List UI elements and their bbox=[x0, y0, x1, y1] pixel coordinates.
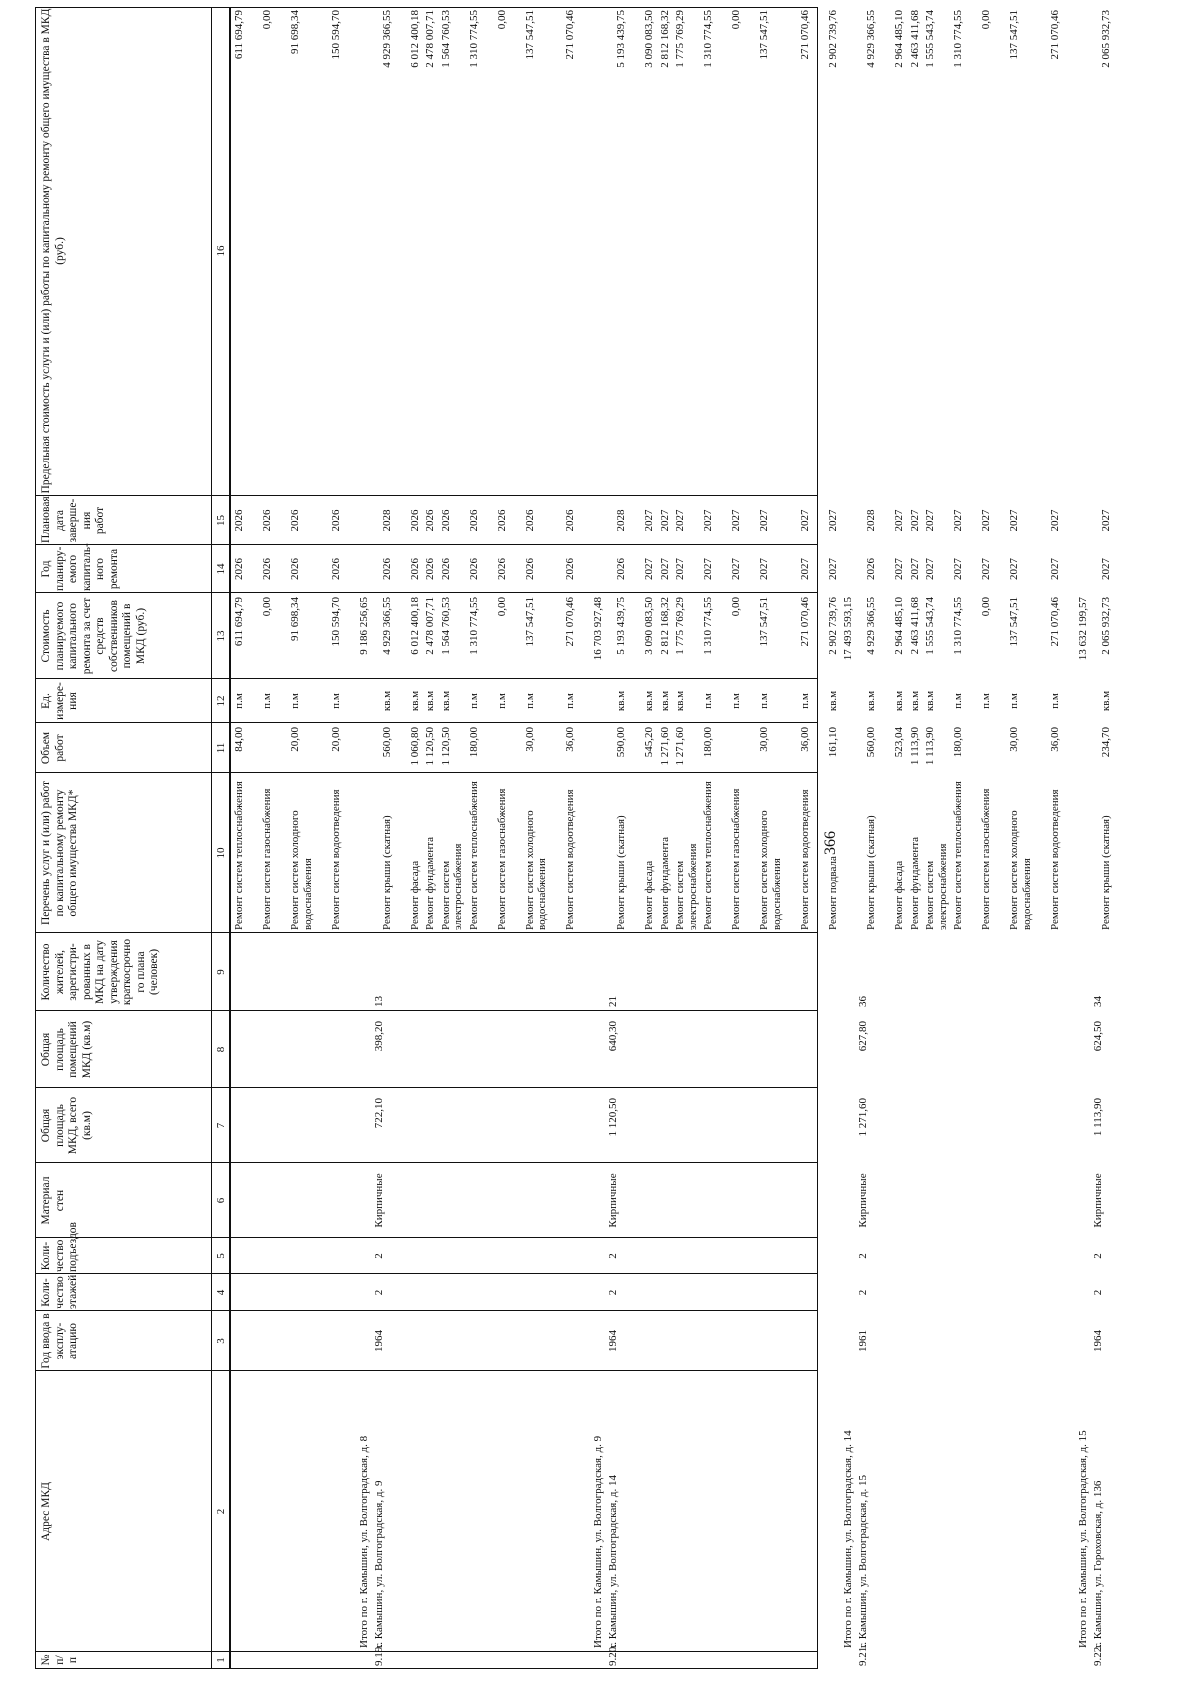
end-year: 2026 bbox=[564, 509, 576, 532]
entrances-count: 2 bbox=[372, 1253, 385, 1259]
work-volume: 36,00 bbox=[798, 727, 811, 752]
work-cost: 1 310 774,55 bbox=[467, 597, 480, 655]
work-item: Ремонт систем электроснабжения bbox=[674, 843, 699, 930]
unit: кв.м bbox=[439, 690, 452, 712]
total-area: 1 271,60 bbox=[857, 1098, 869, 1137]
work-item: Ремонт систем газоснабжения bbox=[980, 788, 992, 930]
subtotal-label: Итого по г. Камышин, ул. Волгоградская, д. 9 bbox=[592, 1435, 604, 1648]
work-volume: 1 060,80 bbox=[408, 727, 421, 766]
plan-year: 2026 bbox=[439, 558, 452, 580]
building-address: г. Камышин, ул. Волгоградская, д. 14 bbox=[607, 1475, 619, 1648]
unit: кв.м bbox=[893, 690, 905, 712]
column-number-15: 15 bbox=[215, 515, 227, 526]
capital-repair-table bbox=[35, 7, 1112, 1669]
work-cost: 91 698,34 bbox=[289, 597, 301, 641]
column-number-6: 6 bbox=[215, 1197, 227, 1204]
column-divider bbox=[36, 1237, 817, 1238]
work-cost: 2 964 485,10 bbox=[893, 597, 905, 655]
column-number-4: 4 bbox=[215, 1289, 227, 1296]
column-number-14: 14 bbox=[215, 563, 227, 575]
end-year: 2027 bbox=[826, 509, 839, 532]
unit: п.м bbox=[798, 693, 811, 709]
subtotal-cost: 9 186 256,65 bbox=[357, 597, 370, 655]
work-volume: 590,00 bbox=[615, 727, 627, 758]
work-item: Ремонт систем водоотведения bbox=[329, 789, 342, 930]
column-number-5: 5 bbox=[215, 1253, 227, 1259]
end-year: 2027 bbox=[798, 509, 811, 532]
work-cost: 1 310 774,55 bbox=[952, 597, 964, 655]
plan-year: 2027 bbox=[952, 558, 964, 580]
limit-cost: 2 902 739,76 bbox=[826, 10, 839, 68]
unit: кв.м bbox=[615, 690, 627, 712]
limit-cost: 1 310 774,55 bbox=[467, 10, 480, 68]
work-volume: 1 120,50 bbox=[439, 727, 452, 766]
plan-year: 2027 bbox=[798, 558, 811, 580]
unit: п.м bbox=[233, 693, 245, 709]
unit: п.м bbox=[329, 693, 342, 709]
end-year: 2026 bbox=[261, 509, 273, 532]
limit-cost: 271 070,46 bbox=[798, 10, 811, 60]
header-residents: Количество жителей, зарегистри-рованных в МКД на дату утверждения краткосрочно го плана (человек) bbox=[40, 938, 160, 1006]
unit: кв.м bbox=[865, 690, 877, 712]
building-address: г. Камышин, ул. Волгоградская, д. 9 bbox=[372, 1480, 385, 1648]
work-volume: 180,00 bbox=[702, 727, 714, 758]
header-works: Перечень услуг и (или) работ по капитальному ремонту общего имущества МКД* bbox=[40, 781, 79, 926]
column-number-10: 10 bbox=[215, 847, 227, 859]
end-year: 2027 bbox=[980, 509, 992, 532]
work-cost: 4 929 366,55 bbox=[865, 597, 877, 655]
column-number-8: 8 bbox=[215, 1046, 227, 1053]
column-number-11: 11 bbox=[215, 742, 227, 754]
plan-year: 2026 bbox=[261, 558, 273, 580]
header-entrances: Коли-чество подъездов bbox=[40, 1222, 79, 1272]
wall-material: Кирпичные bbox=[857, 1173, 869, 1228]
header-divider bbox=[211, 8, 212, 1668]
work-item: Ремонт систем теплоснабжения bbox=[952, 781, 964, 930]
limit-cost: 3 090 083,50 bbox=[643, 10, 655, 68]
work-volume: 1 271,60 bbox=[674, 727, 686, 766]
end-year: 2026 bbox=[523, 509, 536, 532]
work-item: Ремонт фундамента bbox=[658, 836, 671, 930]
subtotal-label: Итого по г. Камышин, ул. Волгоградская, д. 15 bbox=[1076, 1430, 1089, 1648]
work-item: Ремонт систем электроснабжения bbox=[924, 843, 949, 930]
entrances-count: 2 bbox=[1091, 1253, 1104, 1259]
residents-count: 21 bbox=[607, 996, 619, 1007]
rooms-area: 627,80 bbox=[857, 1021, 869, 1052]
residents-count: 34 bbox=[1091, 996, 1104, 1007]
work-cost: 4 929 366,55 bbox=[380, 597, 393, 655]
work-cost: 1 564 760,53 bbox=[439, 597, 452, 655]
work-item: Ремонт фундамента bbox=[908, 836, 921, 930]
limit-cost: 137 547,51 bbox=[758, 10, 770, 60]
limit-cost: 271 070,46 bbox=[564, 10, 576, 60]
limit-cost: 137 547,51 bbox=[523, 10, 536, 60]
work-item: Ремонт систем холодного водоснабжения bbox=[758, 810, 783, 930]
floors-count: 2 bbox=[1091, 1289, 1104, 1296]
plan-year: 2027 bbox=[1008, 558, 1020, 580]
header-address: Адрес МКД bbox=[40, 1481, 52, 1542]
wall-material: Кирпичные bbox=[1091, 1173, 1104, 1228]
work-cost: 137 547,51 bbox=[758, 597, 770, 647]
work-cost: 2 463 411,68 bbox=[908, 597, 921, 655]
limit-cost: 0,00 bbox=[261, 10, 273, 30]
unit: кв.м bbox=[924, 690, 936, 712]
column-divider bbox=[36, 932, 817, 933]
limit-cost: 4 929 366,55 bbox=[380, 10, 393, 68]
header-wall-material: Материал стен bbox=[40, 1176, 66, 1225]
plan-year: 2027 bbox=[702, 558, 714, 580]
end-year: 2027 bbox=[893, 509, 905, 532]
unit: п.м bbox=[952, 693, 964, 709]
plan-year: 2026 bbox=[408, 558, 421, 580]
work-cost: 0,00 bbox=[495, 597, 508, 617]
limit-cost: 271 070,46 bbox=[1048, 10, 1061, 60]
work-volume: 20,00 bbox=[289, 727, 301, 752]
rooms-area: 624,50 bbox=[1091, 1021, 1104, 1052]
end-year: 2027 bbox=[1008, 509, 1020, 532]
row-number: 9.21. bbox=[857, 1644, 869, 1666]
row-number: 9.22. bbox=[1091, 1644, 1104, 1666]
end-year: 2027 bbox=[674, 509, 686, 532]
work-item: Ремонт систем холодного водоснабжения bbox=[289, 810, 314, 930]
work-item: Ремонт систем холодного водоснабжения bbox=[523, 810, 548, 930]
work-volume: 36,00 bbox=[1048, 727, 1061, 752]
unit: кв.м bbox=[643, 690, 655, 712]
work-cost: 5 193 439,75 bbox=[615, 597, 627, 655]
limit-cost: 1 564 760,53 bbox=[439, 10, 452, 68]
wall-material: Кирпичные bbox=[607, 1173, 619, 1228]
work-item: Ремонт систем теплоснабжения bbox=[467, 781, 480, 930]
work-volume: 234,70 bbox=[1099, 727, 1112, 758]
plan-year: 2026 bbox=[380, 558, 393, 580]
work-cost: 2 478 007,71 bbox=[424, 597, 436, 655]
end-year: 2026 bbox=[467, 509, 480, 532]
work-cost: 0,00 bbox=[261, 597, 273, 617]
limit-cost: 150 594,70 bbox=[329, 10, 342, 60]
plan-year: 2026 bbox=[467, 558, 480, 580]
work-volume: 545,20 bbox=[643, 727, 655, 758]
work-volume: 1 120,50 bbox=[424, 727, 436, 766]
unit: кв.м bbox=[908, 690, 921, 712]
unit: п.м bbox=[702, 693, 714, 709]
column-divider bbox=[36, 1010, 817, 1011]
residents-count: 13 bbox=[372, 996, 385, 1007]
plan-year: 2027 bbox=[658, 558, 671, 580]
floors-count: 2 bbox=[607, 1289, 619, 1296]
work-item: Ремонт крыши (скатная) bbox=[615, 815, 627, 930]
plan-year: 2026 bbox=[615, 558, 627, 580]
end-year: 2026 bbox=[233, 509, 245, 532]
work-cost: 1 555 543,74 bbox=[924, 597, 936, 655]
work-volume: 84,00 bbox=[233, 727, 245, 752]
total-area: 722,10 bbox=[372, 1098, 385, 1129]
limit-cost: 2 478 007,71 bbox=[424, 10, 436, 68]
column-number-9: 9 bbox=[215, 969, 227, 975]
plan-year: 2027 bbox=[1048, 558, 1061, 580]
unit: п.м bbox=[564, 693, 576, 709]
building-address: г. Камышин, ул. Волгоградская, д. 15 bbox=[857, 1475, 869, 1648]
header-built-year: Год ввода в эксплу-атацию bbox=[40, 1313, 79, 1369]
end-year: 2028 bbox=[615, 509, 627, 532]
work-cost: 0,00 bbox=[980, 597, 992, 617]
floors-count: 2 bbox=[372, 1289, 385, 1296]
unit: п.м bbox=[289, 693, 301, 709]
work-cost: 0,00 bbox=[730, 597, 742, 617]
work-cost: 611 694,79 bbox=[233, 597, 245, 647]
end-year: 2027 bbox=[643, 509, 655, 532]
header-unit: Ед. измере-ния bbox=[40, 682, 79, 720]
work-item: Ремонт фасада bbox=[408, 860, 421, 930]
end-year: 2027 bbox=[1099, 509, 1112, 532]
end-year: 2026 bbox=[439, 509, 452, 532]
work-cost: 1 310 774,55 bbox=[702, 597, 714, 655]
subtotal-cost: 16 703 927,48 bbox=[592, 597, 604, 661]
work-cost: 150 594,70 bbox=[329, 597, 342, 647]
rooms-area: 398,20 bbox=[372, 1021, 385, 1052]
plan-year: 2026 bbox=[424, 558, 436, 580]
limit-cost: 1 555 543,74 bbox=[924, 10, 936, 68]
column-divider bbox=[36, 1087, 817, 1088]
unit: кв.м bbox=[424, 690, 436, 712]
built-year: 1964 bbox=[372, 1330, 385, 1352]
end-year: 2027 bbox=[924, 509, 936, 532]
plan-year: 2026 bbox=[523, 558, 536, 580]
work-item: Ремонт систем водоотведения bbox=[564, 789, 576, 930]
unit: кв.м bbox=[380, 690, 393, 712]
wall-material: Кирпичные bbox=[372, 1173, 385, 1228]
unit: п.м bbox=[495, 693, 508, 709]
work-volume: 36,00 bbox=[564, 727, 576, 752]
work-volume: 180,00 bbox=[467, 727, 480, 758]
work-cost: 3 090 083,50 bbox=[643, 597, 655, 655]
work-cost: 137 547,51 bbox=[523, 597, 536, 647]
work-item: Ремонт систем теплоснабжения bbox=[702, 781, 714, 930]
column-divider bbox=[36, 1370, 817, 1371]
subtotal-cost: 17 493 593,15 bbox=[842, 597, 854, 661]
end-year: 2026 bbox=[289, 509, 301, 532]
work-item: Ремонт фасада bbox=[643, 860, 655, 930]
unit: п.м bbox=[980, 693, 992, 709]
plan-year: 2026 bbox=[495, 558, 508, 580]
end-year: 2027 bbox=[758, 509, 770, 532]
floors-count: 2 bbox=[857, 1289, 869, 1296]
work-volume: 560,00 bbox=[865, 727, 877, 758]
work-item: Ремонт крыши (скатная) bbox=[865, 815, 877, 930]
plan-year: 2027 bbox=[674, 558, 686, 580]
plan-year: 2027 bbox=[730, 558, 742, 580]
limit-cost: 0,00 bbox=[980, 10, 992, 30]
work-cost: 137 547,51 bbox=[1008, 597, 1020, 647]
limit-cost: 4 929 366,55 bbox=[865, 10, 877, 68]
end-year: 2027 bbox=[952, 509, 964, 532]
unit: п.м bbox=[758, 693, 770, 709]
work-item: Ремонт систем холодного водоснабжения bbox=[1008, 810, 1033, 930]
end-year: 2027 bbox=[702, 509, 714, 532]
plan-year: 2027 bbox=[826, 558, 839, 580]
column-number-12: 12 bbox=[215, 695, 227, 707]
row-number: 9.19. bbox=[372, 1644, 385, 1666]
unit: п.м bbox=[730, 693, 742, 709]
limit-cost: 0,00 bbox=[495, 10, 508, 30]
numbers-divider bbox=[229, 8, 231, 1668]
end-year: 2027 bbox=[1048, 509, 1061, 532]
work-volume: 523,04 bbox=[893, 727, 905, 758]
column-number-13: 13 bbox=[215, 630, 227, 642]
end-year: 2027 bbox=[908, 509, 921, 532]
residents-count: 36 bbox=[857, 996, 869, 1007]
unit: п.м bbox=[261, 693, 273, 709]
limit-cost: 1 775 769,29 bbox=[674, 10, 686, 68]
work-item: Ремонт систем электроснабжения bbox=[439, 843, 464, 930]
plan-year: 2027 bbox=[980, 558, 992, 580]
work-item: Ремонт фундамента bbox=[424, 836, 436, 930]
end-year: 2026 bbox=[408, 509, 421, 532]
work-volume: 30,00 bbox=[1008, 727, 1020, 752]
built-year: 1961 bbox=[857, 1330, 869, 1352]
header-cost: Стоимость планируемого капитального ремонта за счет средств собственников помещений в МКД (руб.) bbox=[40, 597, 147, 675]
work-volume: 180,00 bbox=[952, 727, 964, 758]
plan-year: 2026 bbox=[329, 558, 342, 580]
work-volume: 30,00 bbox=[758, 727, 770, 752]
limit-cost: 2 812 168,32 bbox=[658, 10, 671, 68]
limit-cost: 2 065 932,73 bbox=[1099, 10, 1112, 68]
header-volume: Объем работ bbox=[40, 731, 66, 765]
subtotal-label: Итого по г. Камышин, ул. Волгоградская, д. 8 bbox=[357, 1435, 370, 1648]
work-volume: 560,00 bbox=[380, 727, 393, 758]
work-item: Ремонт систем водоотведения bbox=[798, 789, 811, 930]
header-total-area: Общая площадь МКД, всего (кв.м) bbox=[40, 1096, 93, 1155]
limit-cost: 1 310 774,55 bbox=[702, 10, 714, 68]
unit: п.м bbox=[523, 693, 536, 709]
unit: кв.м bbox=[674, 690, 686, 712]
header-end-date: Плановая дата заверше-ния работ bbox=[40, 496, 106, 543]
work-volume: 161,10 bbox=[826, 727, 839, 758]
unit: п.м bbox=[1008, 693, 1020, 709]
work-cost: 271 070,46 bbox=[564, 597, 576, 647]
plan-year: 2027 bbox=[908, 558, 921, 580]
header-limit-cost: Предельная стоимость услуги и (или) работы по капитальному ремонту общего имущества в МКД (руб.) bbox=[40, 8, 66, 494]
built-year: 1964 bbox=[1091, 1330, 1104, 1352]
limit-cost: 91 698,34 bbox=[289, 10, 301, 54]
work-item: Ремонт систем теплоснабжения bbox=[233, 781, 245, 930]
entrances-count: 2 bbox=[857, 1253, 869, 1259]
work-volume: 1 271,60 bbox=[658, 727, 671, 766]
plan-year: 2027 bbox=[758, 558, 770, 580]
end-year: 2028 bbox=[380, 509, 393, 532]
plan-year: 2026 bbox=[564, 558, 576, 580]
work-item: Ремонт систем газоснабжения bbox=[730, 788, 742, 930]
work-cost: 1 775 769,29 bbox=[674, 597, 686, 655]
built-year: 1964 bbox=[607, 1330, 619, 1352]
plan-year: 2026 bbox=[233, 558, 245, 580]
work-volume: 1 113,90 bbox=[908, 727, 921, 766]
work-volume: 30,00 bbox=[523, 727, 536, 752]
work-item: Ремонт систем газоснабжения bbox=[495, 788, 508, 930]
column-divider bbox=[36, 1310, 817, 1311]
work-cost: 271 070,46 bbox=[1048, 597, 1061, 647]
work-item: Ремонт подвала bbox=[826, 856, 839, 930]
unit: кв.м bbox=[658, 690, 671, 712]
row-number: 9.20. bbox=[607, 1644, 619, 1666]
rooms-area: 640,30 bbox=[607, 1021, 619, 1052]
building-address: г. Камышин, ул. Гороховская, д. 136 bbox=[1091, 1480, 1104, 1648]
column-divider bbox=[36, 1162, 817, 1163]
work-item: Ремонт крыши (скатная) bbox=[380, 815, 393, 930]
end-year: 2027 bbox=[730, 509, 742, 532]
work-volume: 20,00 bbox=[329, 727, 342, 752]
column-divider bbox=[36, 1651, 817, 1652]
end-year: 2026 bbox=[424, 509, 436, 532]
page-number: 366 bbox=[822, 831, 839, 855]
column-number-16: 16 bbox=[215, 245, 227, 257]
work-cost: 2 902 739,76 bbox=[826, 597, 839, 655]
work-volume: 1 113,90 bbox=[924, 727, 936, 766]
work-cost: 6 012 400,18 bbox=[408, 597, 421, 655]
unit: п.м bbox=[1048, 693, 1061, 709]
unit: кв.м bbox=[1099, 690, 1112, 712]
end-year: 2026 bbox=[495, 509, 508, 532]
unit: п.м bbox=[467, 693, 480, 709]
work-item: Ремонт фасада bbox=[893, 860, 905, 930]
work-cost: 2 065 932,73 bbox=[1099, 597, 1112, 655]
header-plan-year: Год планиру-емого капиталь-ного ремонта bbox=[40, 543, 120, 591]
column-divider bbox=[36, 1273, 817, 1274]
limit-cost: 6 012 400,18 bbox=[408, 10, 421, 68]
limit-cost: 0,00 bbox=[730, 10, 742, 30]
column-number-2: 2 bbox=[215, 1508, 227, 1515]
end-year: 2027 bbox=[658, 509, 671, 532]
plan-year: 2027 bbox=[893, 558, 905, 580]
subtotal-label: Итого по г. Камышин, ул. Волгоградская, д. 14 bbox=[842, 1430, 854, 1648]
entrances-count: 2 bbox=[607, 1253, 619, 1259]
plan-year: 2026 bbox=[865, 558, 877, 580]
limit-cost: 2 463 411,68 bbox=[908, 10, 921, 68]
end-year: 2028 bbox=[865, 509, 877, 532]
plan-year: 2027 bbox=[643, 558, 655, 580]
header-floors: Коли-чество этажей bbox=[40, 1274, 79, 1309]
plan-year: 2026 bbox=[289, 558, 301, 580]
plan-year: 2027 bbox=[1099, 558, 1112, 580]
total-area: 1 120,50 bbox=[607, 1098, 619, 1137]
header-num: № п/п bbox=[40, 1654, 79, 1666]
end-year: 2026 bbox=[329, 509, 342, 532]
limit-cost: 1 310 774,55 bbox=[952, 10, 964, 68]
limit-cost: 137 547,51 bbox=[1008, 10, 1020, 60]
total-area: 1 113,90 bbox=[1091, 1098, 1104, 1137]
plan-year: 2027 bbox=[924, 558, 936, 580]
limit-cost: 2 964 485,10 bbox=[893, 10, 905, 68]
limit-cost: 611 694,79 bbox=[233, 10, 245, 60]
unit: кв.м bbox=[826, 690, 839, 712]
work-cost: 271 070,46 bbox=[798, 597, 811, 647]
subtotal-cost: 13 632 199,57 bbox=[1076, 597, 1089, 661]
unit: кв.м bbox=[408, 690, 421, 712]
column-number-3: 3 bbox=[215, 1338, 227, 1344]
work-item: Ремонт систем водоотведения bbox=[1048, 789, 1061, 930]
column-number-1: 1 bbox=[215, 1657, 227, 1663]
work-item: Ремонт крыши (скатная) bbox=[1099, 815, 1112, 930]
column-number-7: 7 bbox=[215, 1122, 227, 1129]
header-rooms-area: Общая площадь помещений МКД (кв.м) bbox=[40, 1020, 93, 1079]
work-item: Ремонт систем газоснабжения bbox=[261, 788, 273, 930]
work-cost: 2 812 168,32 bbox=[658, 597, 671, 655]
limit-cost: 5 193 439,75 bbox=[615, 10, 627, 68]
